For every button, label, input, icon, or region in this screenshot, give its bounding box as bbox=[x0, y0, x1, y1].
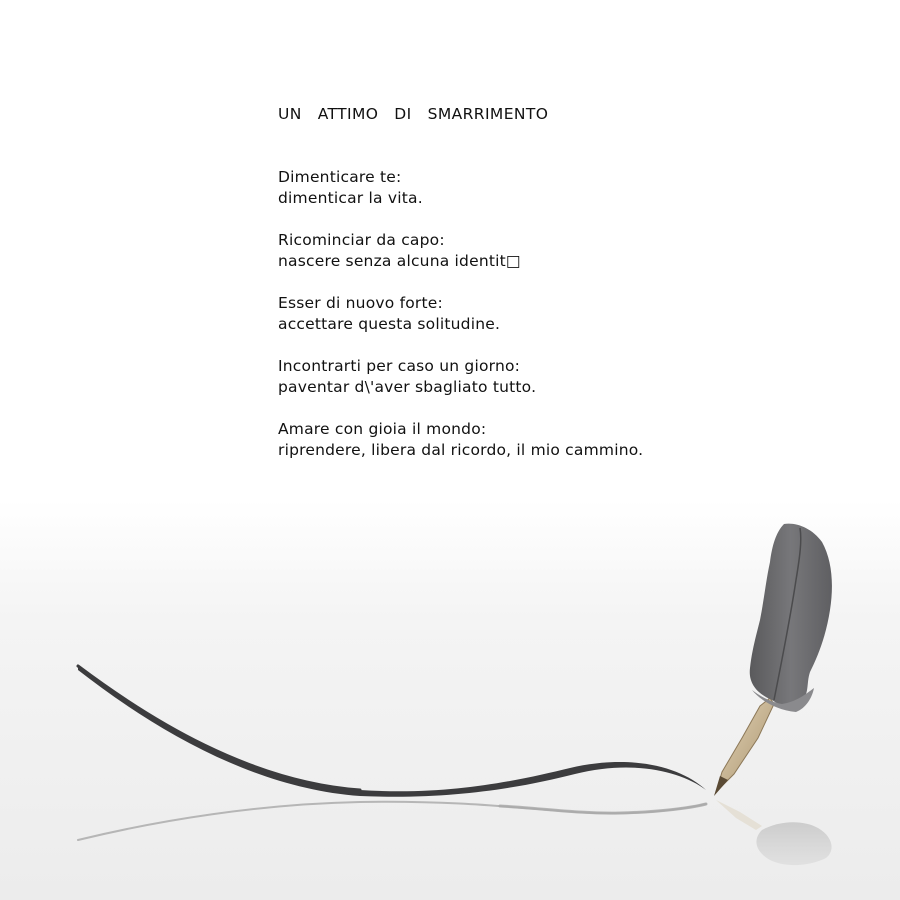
verse-line: Esser di nuovo forte: bbox=[278, 294, 443, 312]
quill-nib-tip bbox=[714, 776, 728, 796]
verse-line: accettare questa solitudine. bbox=[278, 315, 501, 333]
feather-reflection bbox=[756, 822, 831, 865]
feather-fringe bbox=[752, 688, 814, 712]
quill-shaft bbox=[716, 698, 774, 792]
ink-flourish-line bbox=[78, 666, 360, 790]
verse-line: nascere senza alcuna identit□ bbox=[278, 252, 521, 270]
feather-rachis bbox=[774, 528, 801, 700]
verse-line: Dimenticare te: bbox=[278, 168, 402, 186]
verse-line: riprendere, libera dal ricordo, il mio cammino. bbox=[278, 441, 644, 459]
poem-stanza-4 bbox=[278, 356, 838, 398]
verse-line: Ricominciar da capo: bbox=[278, 231, 445, 249]
poem-container bbox=[278, 104, 838, 482]
poem-stanza-1 bbox=[278, 167, 838, 209]
feather-vane bbox=[750, 524, 832, 707]
poem-stanza-2 bbox=[278, 230, 838, 272]
poem-stanza-5 bbox=[278, 419, 838, 461]
ink-flourish-stroke bbox=[78, 666, 706, 797]
ink-flourish-reflection bbox=[78, 802, 706, 840]
poem-title: UN ATTIMO DI SMARRIMENTO bbox=[278, 105, 549, 123]
poem-stanza-3 bbox=[278, 293, 838, 335]
ink-flourish-reflection-thick bbox=[500, 804, 706, 813]
verse-line: dimenticar la vita. bbox=[278, 189, 423, 207]
verse-line: Amare con gioia il mondo: bbox=[278, 420, 487, 438]
verse-line: Incontrarti per caso un giorno: bbox=[278, 357, 521, 375]
verse-line: paventar d\'aver sbagliato tutto. bbox=[278, 378, 537, 396]
quill-reflection bbox=[716, 800, 762, 830]
